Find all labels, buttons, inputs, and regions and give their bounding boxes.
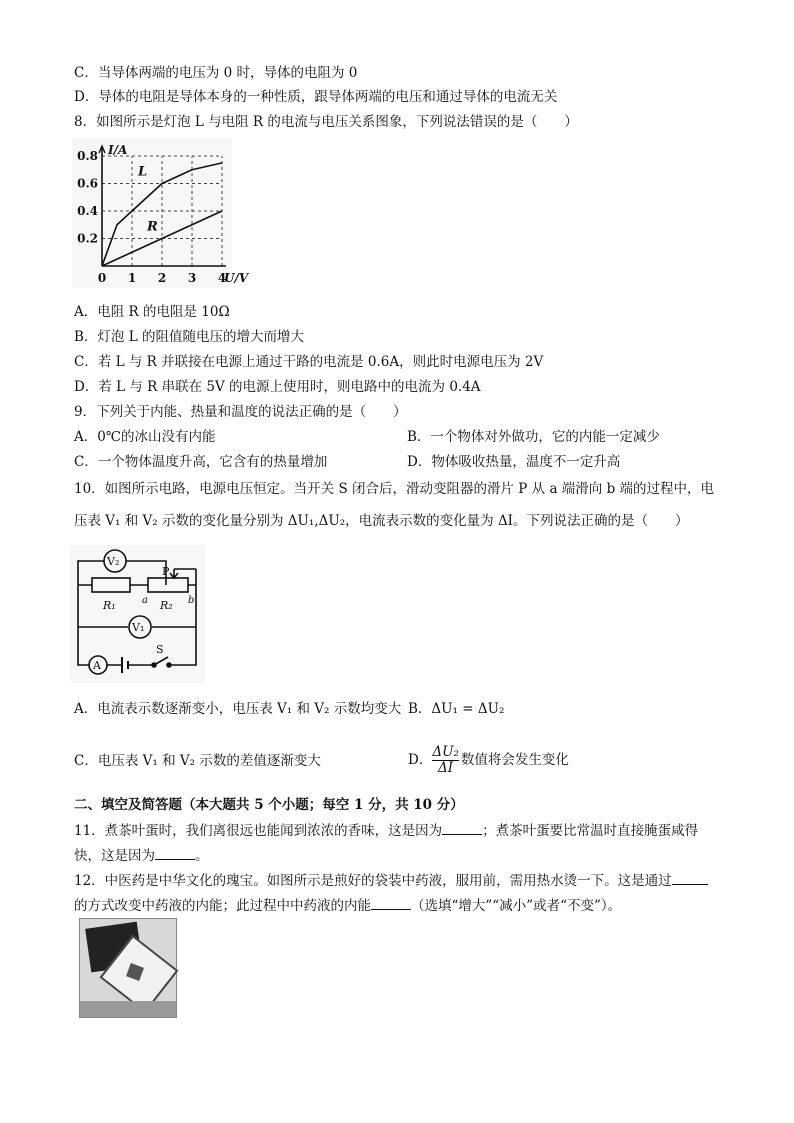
p-label: P (162, 565, 170, 578)
y-axis-label: I/A (108, 143, 128, 157)
q10-option-d (408, 741, 569, 779)
q9-option-d: D．物体吸收热量，温度不一定升高 (407, 454, 621, 470)
q10-option-d-suffix: 数值将会发生变化 (460, 752, 569, 768)
q10-option-c: C．电压表 V₁ 和 V₂ 示数的差值逐渐变大 (74, 753, 321, 769)
x-tick-label: 0 (97, 271, 107, 285)
fraction-numerator: ΔU₂ (432, 744, 459, 760)
ammeter-label: A (93, 659, 101, 672)
q12-text-a: 12．中医药是中华文化的瑰宝。如图所示是煎好的袋装中药液，服用前，需用热水烫一下。这是通过 (74, 873, 672, 889)
q12-line2 (74, 897, 621, 915)
x-tick-label: 3 (187, 271, 197, 285)
q12-text-c: （选填“增大”“减小”或者“不变”）。 (411, 898, 622, 914)
q10-stem-line1: 10．如图所示电路，电源电压恒定。当开关 S 闭合后，滑动变阻器的滑片 P 从 a 端滑向 b 端的过程中，电 (74, 481, 715, 497)
q11-text-b: ；煮茶叶蛋要比常温时直接腌蛋咸得 (482, 823, 699, 839)
y-tick-label: 0.4 (77, 204, 98, 218)
q11-blank-2[interactable] (155, 847, 195, 860)
series-label-R: R (147, 219, 158, 235)
q9-option-c: C．一个物体温度升高，它含有的热量增加 (74, 454, 328, 470)
q8-stem: 8．如图所示是灯泡 L 与电阻 R 的电流与电压关系图象，下列说法错误的是（ ） (74, 114, 578, 130)
q11-text-a: 11．煮茶叶蛋时，我们离很远也能闻到浓浓的香味，这是因为 (74, 823, 443, 839)
q11-blank-1[interactable] (442, 822, 482, 835)
series-label-L: L (138, 164, 148, 180)
q10-option-d-fraction (432, 745, 459, 776)
r1-label: R₁ (103, 599, 116, 612)
q9-option-a: A．0℃的冰山没有内能 (74, 429, 216, 445)
q8-option-d: D．若 L 与 R 串联在 5V 的电源上使用时，则电路中的电流为 0.4A (74, 379, 481, 395)
q10-option-b: B．ΔU₁ = ΔU₂ (408, 701, 505, 717)
r2-label: R₂ (160, 599, 173, 612)
q11-text-d: 。 (195, 848, 209, 864)
q11-line1 (74, 822, 698, 840)
v1-label: V₁ (132, 621, 145, 634)
y-tick-label: 0.8 (77, 149, 98, 163)
x-tick-label: 2 (157, 271, 167, 285)
y-tick-label: 0.6 (77, 176, 98, 191)
y-tick-label: 0.2 (77, 231, 98, 246)
x-axis-label: U/V (224, 271, 249, 285)
b-label: b (188, 595, 195, 606)
q12-line1 (74, 872, 708, 890)
q12-text-b: 的方式改变中药液的内能；此过程中中药液的内能 (74, 898, 371, 914)
x-tick-label: 4 (217, 271, 227, 285)
circuit-diagram (70, 545, 205, 683)
q8-option-c: C．若 L 与 R 并联接在电源上通过干路的电流是 0.6A，则此时电源电压为 2V (74, 354, 544, 370)
x-tick-label: 1 (127, 271, 137, 285)
q10-option-d-prefix: D． (408, 752, 433, 768)
q10-stem-line2: 压表 V₁ 和 V₂ 示数的变化量分别为 ΔU₁,ΔU₂，电流表示数的变化量为 ΔI。下列说法正确的是（ ） (74, 513, 689, 529)
q8-option-b: B．灯泡 L 的阻值随电压的增大而增大 (74, 329, 304, 345)
switch-label: S (156, 643, 164, 656)
q12-blank-2[interactable] (371, 897, 411, 910)
section2-heading: 二、填空及简答题（本大题共 5 个小题；每空 1 分，共 10 分） (74, 797, 464, 813)
q7-option-d: D．导体的电阻是导体本身的一种性质，跟导体两端的电压和通过导体的电流无关 (74, 89, 558, 105)
fraction-denominator: ΔI (438, 760, 454, 776)
q9-option-b: B．一个物体对外做功，它的内能一定减少 (407, 429, 660, 445)
q8-option-a: A．电阻 R 的电阻是 10Ω (74, 304, 230, 320)
q12-blank-1[interactable] (672, 872, 708, 885)
q11-text-c: 快，这是因为 (74, 848, 155, 864)
q7-option-c: C．当导体两端的电压为 0 时，导体的电阻为 0 (74, 65, 358, 81)
a-label: a (142, 595, 148, 606)
iu-graph (72, 138, 249, 288)
medicine-bag-photo (79, 918, 177, 1018)
q9-stem: 9．下列关于内能、热量和温度的说法正确的是（ ） (74, 404, 407, 420)
v2-label: V₂ (107, 555, 120, 568)
q10-option-a: A．电流表示数逐渐变小，电压表 V₁ 和 V₂ 示数均变大 (74, 701, 402, 717)
q11-line2 (74, 847, 209, 865)
